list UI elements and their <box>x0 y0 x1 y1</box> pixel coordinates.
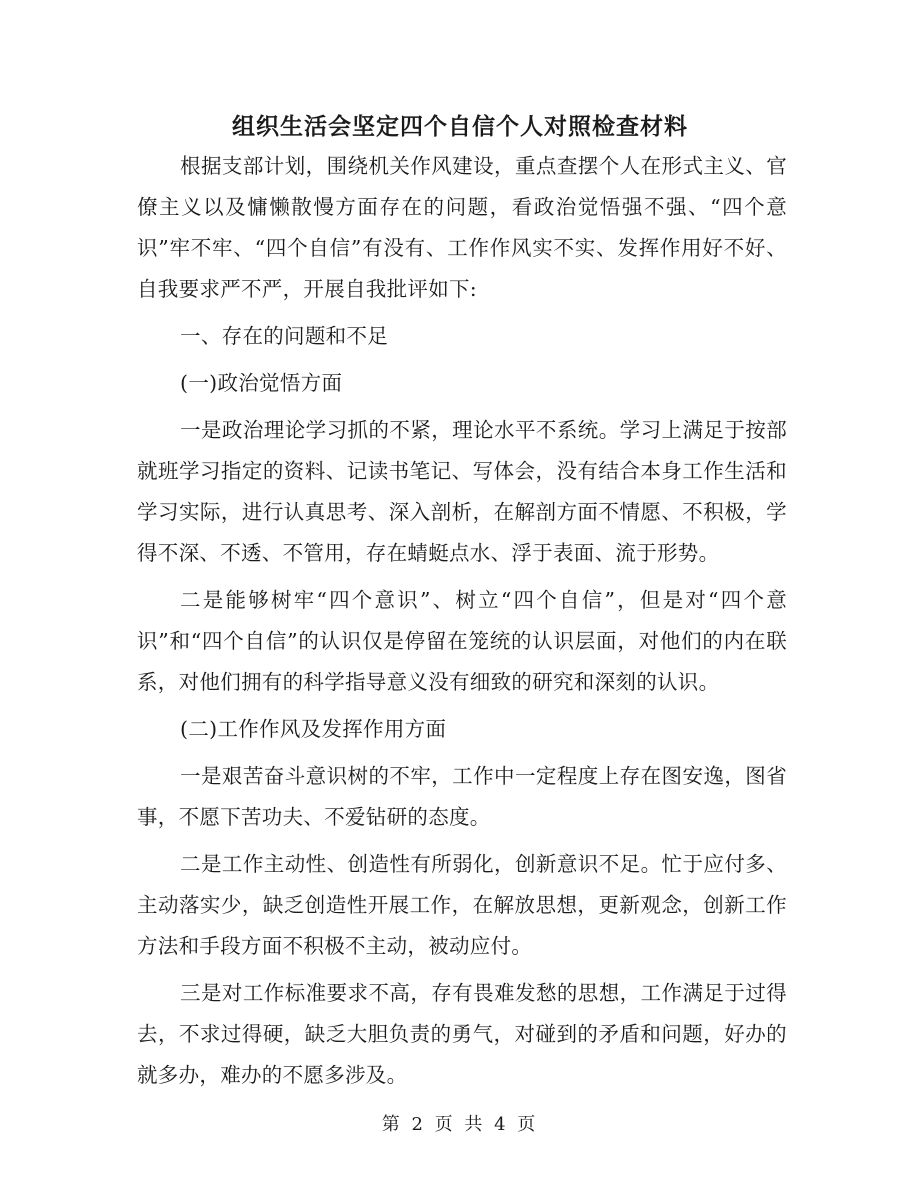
intro-paragraph: 根据支部计划，围绕机关作风建设，重点查摆个人在形式主义、官僚主义以及慵懒散慢方面存在的问题，看政治觉悟强不强、“四个意识”牢不牢、“四个自信”有没有、工作作风实不实、发挥作用好不好、自我要求严不严，开展自我批评如下: <box>137 154 787 301</box>
paragraph-political-1: 一是政治理论学习抓的不紧，理论水平不系统。学习上满足于按部就班学习指定的资料、记读书笔记、写体会，没有结合本身工作生活和学习实际，进行认真思考、深入剖析，在解剖方面不情愿、不积极，学得不深、不透、不管用，存在蜻蜓点水、浮于表面、流于形势。 <box>137 418 787 565</box>
subsection-heading-work-style: (二)工作作风及发挥作用方面 <box>180 717 447 741</box>
paragraph-work-style-1: 一是艰苦奋斗意识树的不牢，工作中一定程度上存在图安逸，图省事，不愿下苦功夫、不爱钻研的态度。 <box>137 764 787 829</box>
section-heading-problems: 一、存在的问题和不足 <box>180 324 389 348</box>
subsection-heading-political: (一)政治觉悟方面 <box>180 371 343 395</box>
page-footer: 第 2 页 共 4 页 <box>381 1114 539 1135</box>
document-body <box>137 146 787 1102</box>
paragraph-work-style-2: 二是工作主动性、创造性有所弱化，创新意识不足。忙于应付多、主动落实少，缺乏创造性开展工作，在解放思想，更新观念，创新工作方法和手段方面不积极不主动，被动应付。 <box>137 852 787 958</box>
paragraph-political-2: 二是能够树牢“四个意识”、树立“四个自信”，但是对“四个意识”和“四个自信”的认识仅是停留在笼统的认识层面，对他们的内在联系，对他们拥有的科学指导意义没有细致的研究和深刻的认识。 <box>137 588 787 694</box>
page-title: 组织生活会坚定四个自信个人对照检查材料 <box>232 113 688 140</box>
paragraph-work-style-3: 三是对工作标准要求不高，存有畏难发愁的思想，工作满足于过得去，不求过得硬，缺乏大胆负责的勇气，对碰到的矛盾和问题，好办的就多办，难办的不愿多涉及。 <box>137 981 787 1087</box>
